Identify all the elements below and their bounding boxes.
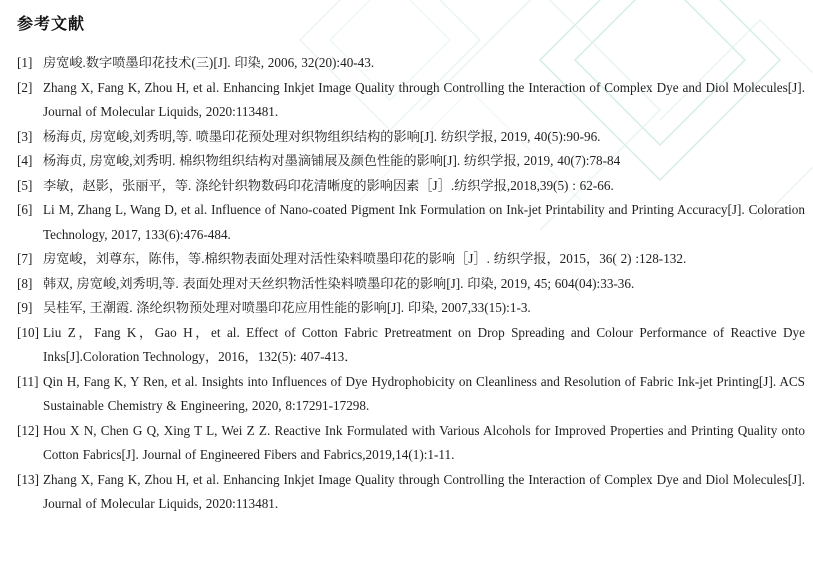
reference-text: Zhang X, Fang K, Zhou H, et al. Enhancing Inkjet Image Quality through Controlling the Interaction of Complex Dye and Diol Molecules[J]. Journal of Molecular Liquids, 2020:113481. xyxy=(43,79,805,119)
reference-entry-11 xyxy=(17,370,805,419)
reference-text: 房宽峻.数字喷墨印花技术(三)[J]. 印染, 2006, 32(20):40-43. xyxy=(43,55,375,70)
reference-text: 杨海贞, 房宽峻,刘秀明. 棉织物组织结构对墨滴铺展及颜色性能的影响[J]. 纺织学报, 2019, 40(7):78-84 xyxy=(43,153,621,168)
reference-text: Hou X N, Chen G Q, Xing T L, Wei Z Z. Reactive Ink Formulated with Various Alcohols for Improved Properties and Printing Quality onto Cotton Fabrics[J]. Journal of Engineered Fibers and Fabrics,2019,14(1):1-11. xyxy=(43,422,805,462)
reference-text: 韩双, 房宽峻,刘秀明,等. 表面处理对天丝织物活性染料喷墨印花的影响[J]. 印染, 2019, 45; 604(04):33-36. xyxy=(43,275,635,291)
reference-number: [5] xyxy=(17,177,33,193)
reference-number: [6] xyxy=(17,202,33,217)
reference-entry-13 xyxy=(17,468,805,517)
reference-text: Li M, Zhang L, Wang D, et al. Influence of Nano-coated Pigment Ink Formulation on Ink-jet Printability and Printing Accuracy[J]. Coloration Technology, 2017, 133(6):476-484. xyxy=(43,202,805,242)
reference-entry-4 xyxy=(17,149,805,174)
reference-text: 房宽峻，刘尊东，陈伟，等.棉织物表面处理对活性染料喷墨印花的影响［J］. 纺织学报，2015，36( 2) :128-132. xyxy=(43,251,687,266)
reference-number: [10] xyxy=(17,324,39,340)
reference-text: 李敏，赵影，张丽平，等. 涤纶针织物数码印花清晰度的影响因素［J］.纺织学报,2018,39(5) : 62-66. xyxy=(43,177,614,193)
reference-entry-9 xyxy=(17,296,805,321)
reference-number: [13] xyxy=(17,471,39,487)
page-title: 参考文献 xyxy=(17,16,86,33)
reference-entry-8 xyxy=(17,272,805,297)
reference-text: Zhang X, Fang K, Zhou H, et al. Enhancing Inkjet Image Quality through Controlling the Interaction of Complex Dye and Diol Molecules[J]. Journal of Molecular Liquids, 2020:113481. xyxy=(43,471,805,511)
reference-number: [1] xyxy=(17,55,33,70)
reference-number: [11] xyxy=(17,373,39,389)
reference-entry-2 xyxy=(17,76,805,125)
reference-number: [7] xyxy=(17,251,33,266)
reference-text: 吴桂军, 王潮霞. 涤纶织物预处理对喷墨印花应用性能的影响[J]. 印染, 2007,33(15):1-3. xyxy=(43,300,531,315)
reference-number: [12] xyxy=(17,422,39,438)
reference-entry-12 xyxy=(17,419,805,468)
reference-number: [9] xyxy=(17,300,33,315)
reference-entry-3 xyxy=(17,125,805,150)
reference-entry-5 xyxy=(17,174,805,199)
reference-number: [2] xyxy=(17,79,33,95)
reference-text: Liu Z，Fang K，Gao H，et al. Effect of Cotton Fabric Pretreatment on Drop Spreading and Colour Performance of Reactive Dye Inks[J].Coloration Technology，2016，132(5): 407-413． xyxy=(43,324,805,364)
reference-list xyxy=(17,51,805,517)
reference-entry-1 xyxy=(17,51,805,76)
reference-number: [4] xyxy=(17,153,33,168)
reference-number: [3] xyxy=(17,128,33,144)
reference-text: Qin H, Fang K, Y Ren, et al. Insights into Influences of Dye Hydrophobicity on Cleanliness and Resolution of Fabric Ink-jet Printing[J]. ACS Sustainable Chemistry & Engineering, 2020, 8:17291-17298. xyxy=(43,373,805,413)
reference-text: 杨海贞, 房宽峻,刘秀明,等. 喷墨印花预处理对织物组织结构的影响[J]. 纺织学报, 2019, 40(5):90-96. xyxy=(43,128,601,144)
reference-entry-6 xyxy=(17,198,805,247)
reference-entry-7 xyxy=(17,247,805,272)
reference-number: [8] xyxy=(17,275,33,291)
reference-entry-10 xyxy=(17,321,805,370)
